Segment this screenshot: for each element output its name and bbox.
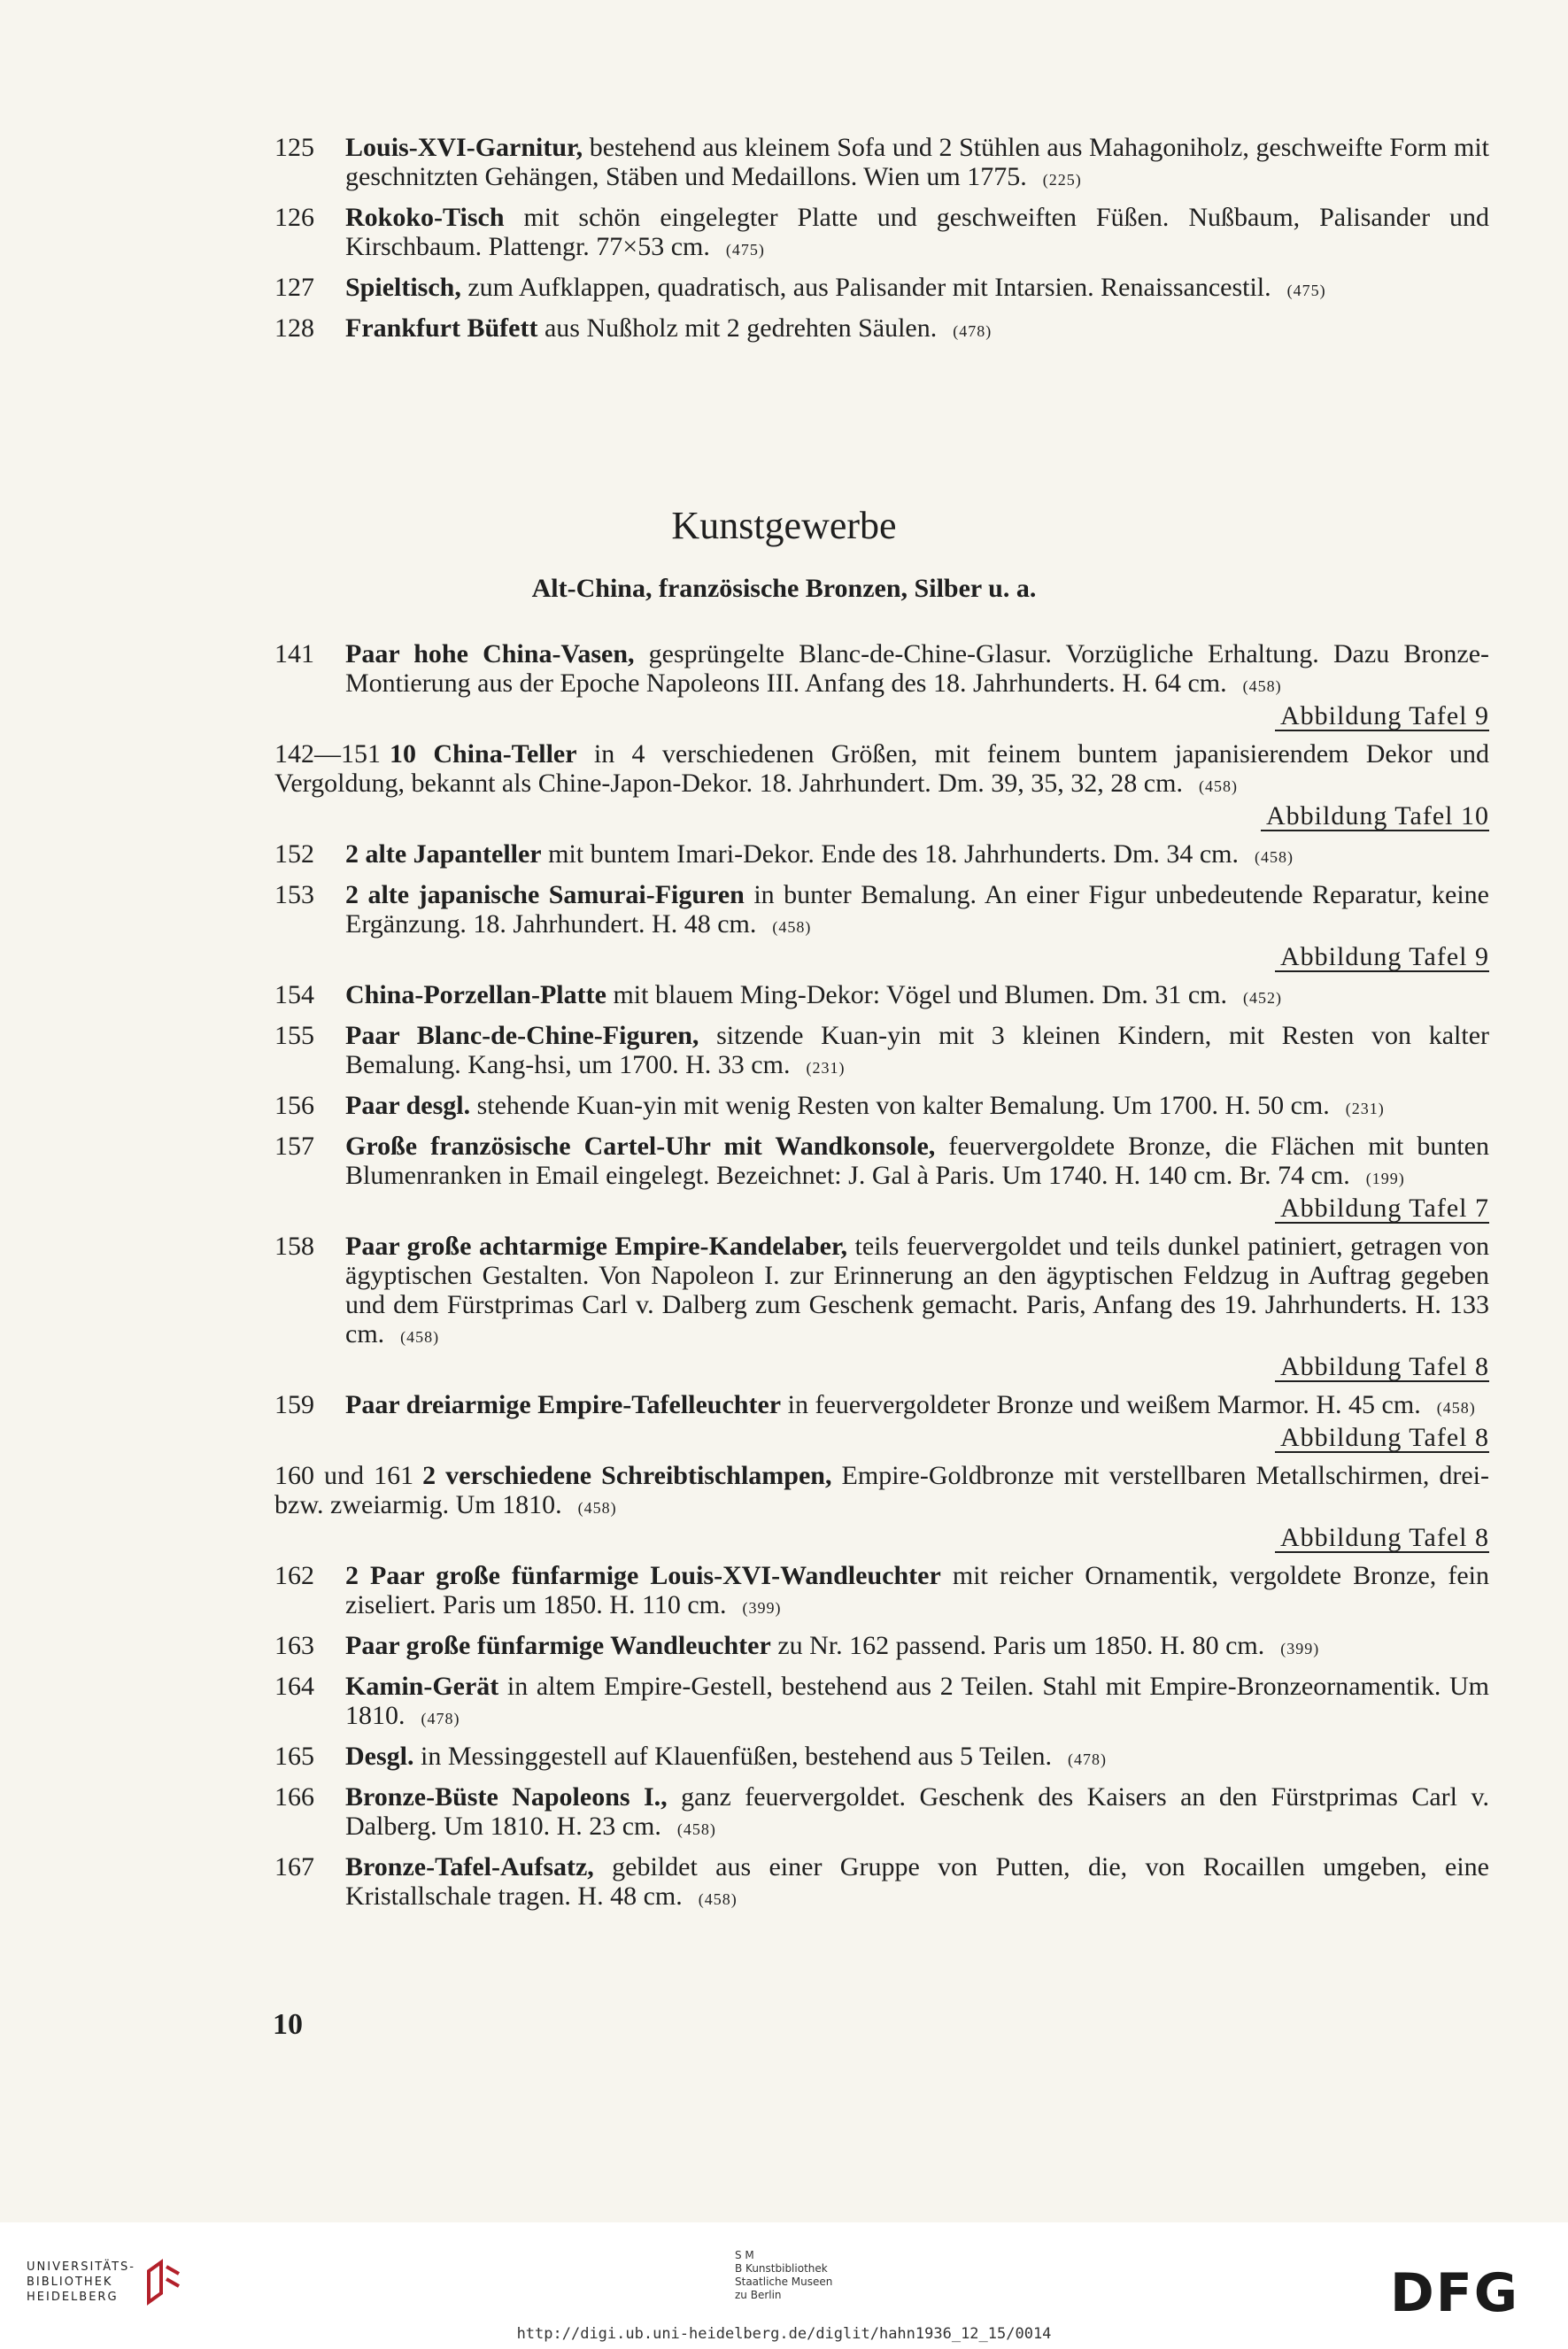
entry-text: in altem Empire-Gestell, bestehend aus 2 Teilen. Stahl mit Empire-Bronzeornamentik. Um 1810. [345,1672,1489,1730]
smb-logo[interactable] [735,2249,832,2302]
entry-reference: (458) [400,1328,440,1346]
logo-line: UNIVERSITÄTS- [27,2260,135,2274]
smb-line: Staatliche Museen [735,2276,833,2288]
entry-text: sitzende Kuan-yin mit 3 kleinen Kindern, mit Resten von kalter Bemalung. Kang-hsi, um 1700. H. 33 cm. [345,1021,1490,1079]
entry-text: teils feuervergoldet und teils dunkel patiniert, getragen von ägyptischen Gestalten. Von Napoleon I. zur Erinnerung an den ägyptischen Feldzug in Auftrag gegeben und dem Fürstprimas Carl v. Dalberg zum Geschenk gemacht. Paris, Anfang des 19. Jahrhunderts. H. 133 cm. [345,1232,1489,1348]
entry-number: 163 [274,1631,314,1660]
plate-reference: Abbildung Tafel 7 [1275,1195,1489,1224]
entry-number: 153 [274,880,314,909]
entry-number: 154 [274,980,314,1009]
entry-reference: (458) [698,1890,738,1908]
footer [0,2222,1568,2349]
entry-title: Louis-XVI-Garnitur, [345,133,583,162]
entry-title: Paar dreiarmige Empire-Tafelleuchter [345,1390,782,1419]
entry-title: 2 verschiedene Schreibtischlampen, [422,1461,832,1490]
entry-reference: (452) [1242,989,1282,1007]
entry-number: 128 [274,313,314,343]
smb-line: zu Berlin [735,2289,782,2301]
entry-text: stehende Kuan-yin mit wenig Resten von kalter Bemalung. Um 1700. H. 50 cm. [470,1091,1330,1120]
entry-title: 2 Paar große fünfarmige Louis-XVI-Wandleuchter [345,1561,941,1590]
catalog-entry [274,1461,1489,1553]
section-subtitle: Alt-China, französische Bronzen, Silber u. a. [531,574,1037,603]
entry-reference: (225) [1042,171,1082,189]
university-mark-icon [142,2258,186,2311]
catalog-entry [274,203,1489,265]
entry-title: Rokoko-Tisch [345,203,505,232]
entry-title: Paar desgl. [345,1091,471,1120]
catalog-entry [274,1132,1489,1224]
catalog-entry [274,273,1489,305]
entry-reference: (199) [1365,1170,1405,1187]
entry-text: mit schön eingelegter Platte und geschweiften Füßen. Nußbaum, Palisander und Kirschbaum. Plattengr. 77×53 cm. [345,203,1489,261]
smb-line: S M [735,2249,754,2261]
entry-reference: (458) [1254,848,1294,866]
catalog-entry [274,880,1489,972]
entry-text: in feuervergoldeter Bronze und weißem Marmor. H. 45 cm. [781,1390,1421,1419]
catalog-entry [274,639,1489,731]
plate-reference-row [345,942,1489,972]
catalog-entry [274,1232,1489,1382]
catalog-entry [274,839,1489,872]
entry-reference: (458) [772,918,812,936]
plate-reference-row [274,801,1489,831]
entry-number: 125 [274,133,314,162]
catalog-entry [274,739,1489,831]
entry-text: bestehend aus kleinem Sofa und 2 Stühlen aus Mahagoniholz, geschweifte Form mit geschnitzten Gehängen, Stäben und Medaillons. Wien um 1775. [345,133,1489,191]
smb-line: B Kunstbibliothek [735,2262,828,2275]
entry-text: feuervergoldete Bronze, die Flächen mit bunten Blumenranken in Email eingelegt. Bezeichnet: J. Gal à Paris. Um 1740. H. 140 cm. Br. 74 cm. [345,1132,1489,1190]
entry-text: gesprüngelte Blanc-de-Chine-Glasur. Vorzügliche Erhaltung. Dazu Bronze-Montierung aus der Epoche Napoleons III. Anfang des 18. Jahrhunderts. H. 64 cm. [345,639,1490,698]
entry-text: mit buntem Imari-Dekor. Ende des 18. Jahrhunderts. Dm. 34 cm. [541,839,1239,869]
entry-number: 167 [274,1852,314,1882]
entry-reference: (231) [806,1059,846,1077]
entry-reference: (478) [1068,1750,1107,1768]
entry-reference: (231) [1345,1100,1385,1117]
entry-reference: (478) [953,322,993,340]
plate-reference-row [345,1423,1489,1453]
entry-text: ganz feuervergoldet. Geschenk des Kaisers an den Fürstprimas Carl v. Dalberg. Um 1810. H. 23 cm. [345,1782,1489,1841]
entry-title: Bronze-Tafel-Aufsatz, [345,1852,594,1882]
entry-text: zum Aufklappen, quadratisch, aus Palisander mit Intarsien. Renaissancestil. [460,273,1271,302]
entry-title: Spieltisch, [345,273,461,302]
entry-text: mit blauem Ming-Dekor: Vögel und Blumen. Dm. 31 cm. [606,980,1227,1009]
entry-number: 162 [274,1561,314,1590]
entry-reference: (475) [725,241,765,259]
logo-line: HEIDELBERG [27,2291,119,2304]
plate-reference: Abbildung Tafel 10 [1261,803,1489,831]
entry-title: Paar große fünfarmige Wandleuchter [345,1631,771,1660]
entry-text: mit reicher Ornamentik, vergoldete Bronze, fein ziseliert. Paris um 1850. H. 110 cm. [345,1561,1489,1619]
entry-reference: (458) [1198,777,1238,795]
entry-title: Bronze-Büste Napoleons I., [345,1782,668,1812]
entry-number: 156 [274,1091,314,1120]
entry-reference: (458) [1436,1399,1476,1417]
entry-title: Kamin-Gerät [345,1672,499,1701]
source-url[interactable]: http://digi.ub.uni-heidelberg.de/diglit/hahn1936_12_15/0014 [516,2325,1052,2343]
entry-number: 152 [274,839,314,869]
catalog-entry [274,1782,1489,1844]
plate-reference: Abbildung Tafel 8 [1275,1354,1489,1382]
entry-title: Paar große achtarmige Empire-Kandelaber, [345,1232,847,1261]
entry-number: 157 [274,1132,314,1161]
entry-number: 164 [274,1672,314,1701]
catalog-entry [274,1091,1489,1124]
plate-reference-row [274,1523,1489,1553]
entry-title: 10 China-Teller [390,739,577,769]
university-library-logo[interactable] [27,2260,135,2305]
entries-main [274,639,1489,1922]
entry-title: China-Porzellan-Platte [345,980,606,1009]
catalog-entry [274,1021,1489,1083]
entry-number: 158 [274,1232,314,1261]
entry-text: in Messinggestell auf Klauenfüßen, bestehend aus 5 Teilen. [413,1742,1052,1771]
entry-text: in bunter Bemalung. An einer Figur unbedeutende Reparatur, keine Ergänzung. 18. Jahrhundert. H. 48 cm. [345,880,1489,939]
catalog-entry [274,1631,1489,1664]
entry-reference: (458) [577,1499,617,1517]
plate-reference: Abbildung Tafel 8 [1275,1525,1489,1553]
entry-reference: (478) [421,1710,460,1727]
entry-reference: (399) [1280,1640,1320,1657]
entry-number: 126 [274,203,314,232]
entry-text: aus Nußholz mit 2 gedrehten Säulen. [537,313,938,343]
entry-number: 141 [274,639,314,668]
entry-number: 127 [274,273,314,302]
entry-reference: (458) [676,1820,716,1838]
entry-title: 2 alte japanische Samurai-Figuren [345,880,745,909]
catalog-entry [274,313,1489,346]
entry-title: Große französische Cartel-Uhr mit Wandkonsole, [345,1132,936,1161]
entry-number: 160 und 161 [274,1461,414,1490]
plate-reference: Abbildung Tafel 8 [1275,1425,1489,1453]
logo-line: BIBLIOTHEK [27,2276,113,2289]
section-title: Kunstgewerbe [671,504,897,547]
catalog-entry [274,980,1489,1013]
catalog-entry [274,1742,1489,1774]
catalog-entry [274,1672,1489,1734]
entry-number: 142—151 [274,739,381,769]
catalog-entry [274,133,1489,195]
plate-reference-row [345,701,1489,731]
entries-top [274,133,1489,354]
entry-title: Desgl. [345,1742,414,1771]
plate-reference-row [345,1352,1489,1382]
entry-reference: (475) [1286,282,1326,299]
entry-text: Empire-Goldbronze mit verstellbaren Metallschirmen, drei- bzw. zweiarmig. Um 1810. [274,1461,1489,1519]
catalog-entry [274,1852,1489,1914]
plate-reference: Abbildung Tafel 9 [1275,944,1489,972]
page-number: 10 [273,2008,303,2041]
entry-title: Frankfurt Büfett [345,313,538,343]
entry-number: 155 [274,1021,314,1050]
plate-reference-row [345,1194,1489,1224]
dfg-logo[interactable]: DFG [1390,2262,1520,2324]
entry-text: zu Nr. 162 passend. Paris um 1850. H. 80 cm. [770,1631,1265,1660]
plate-reference: Abbildung Tafel 9 [1275,703,1489,731]
entry-number: 165 [274,1742,314,1771]
entry-text: gebildet aus einer Gruppe von Putten, die, von Rocaillen umgeben, eine Kristallschale tragen. H. 48 cm. [345,1852,1489,1911]
entry-number: 166 [274,1782,314,1812]
entry-title: Paar hohe China-Vasen, [345,639,635,668]
entry-number: 159 [274,1390,314,1419]
entry-reference: (458) [1242,677,1282,695]
entry-title: Paar Blanc-de-Chine-Figuren, [345,1021,699,1050]
catalog-entry [274,1561,1489,1623]
entry-text: in 4 verschiedenen Größen, mit feinem buntem japanisierendem Dekor und Vergoldung, bekannt als Chine-Japon-Dekor. 18. Jahrhundert. Dm. 39, 35, 32, 28 cm. [274,739,1490,798]
entry-reference: (399) [742,1599,782,1617]
entry-title: 2 alte Japanteller [345,839,542,869]
catalog-entry [274,1390,1489,1453]
